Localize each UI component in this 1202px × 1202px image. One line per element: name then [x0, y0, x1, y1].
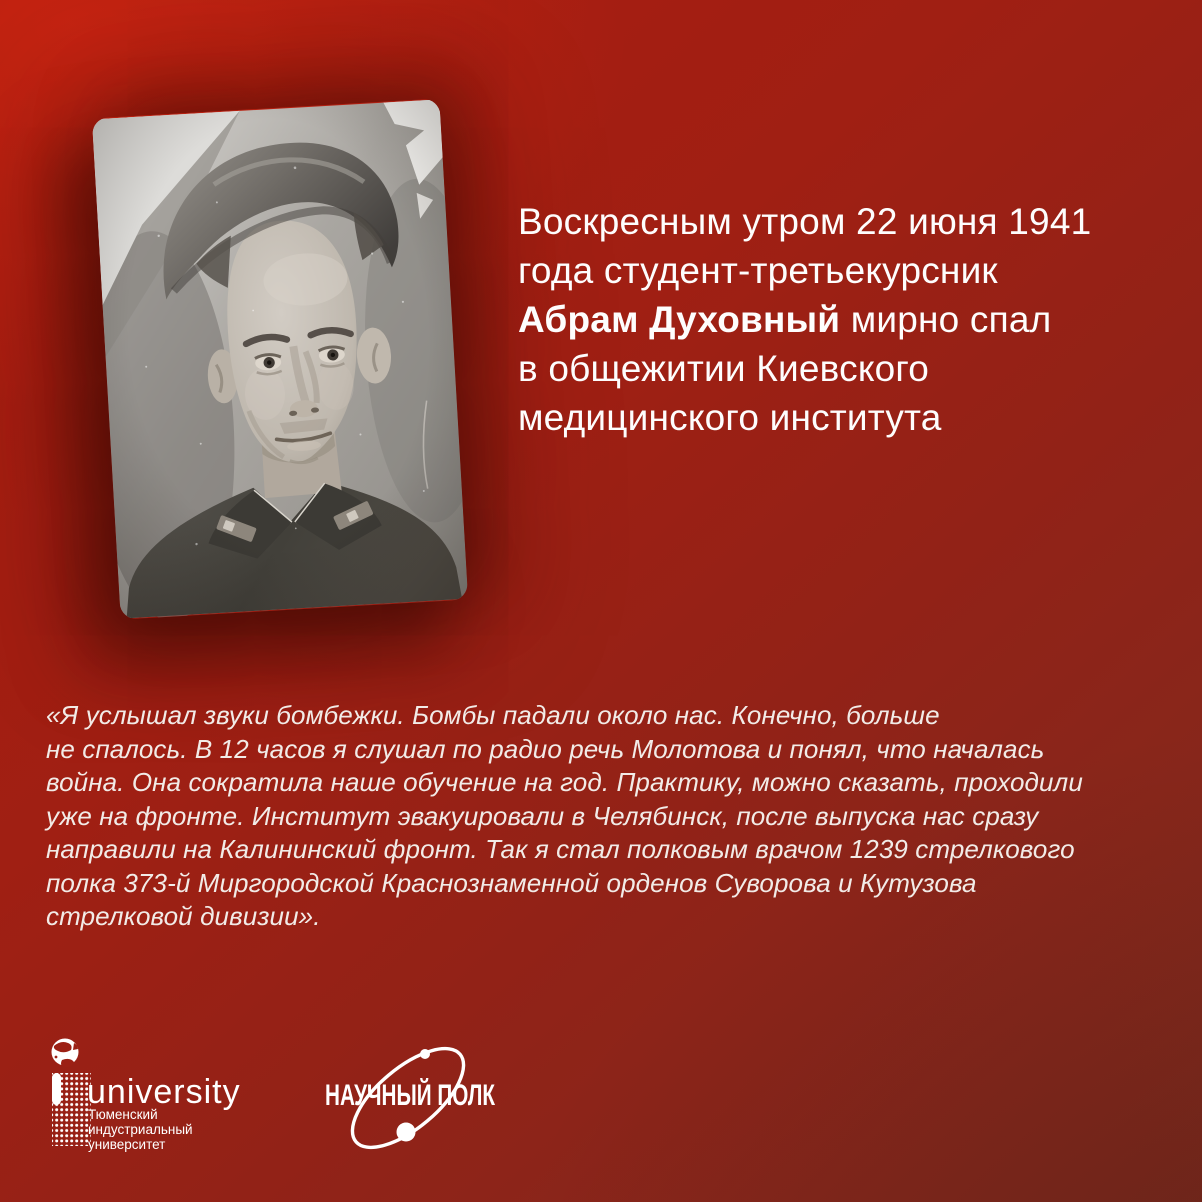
university-subtitle-line: Тюменский	[88, 1107, 158, 1122]
university-logo	[40, 1030, 270, 1170]
headline	[518, 197, 1158, 442]
university-subtitle-line: университет	[88, 1137, 166, 1152]
university-logo-graphic	[40, 1030, 270, 1170]
headline-line: года студент-третьекурсник	[518, 250, 998, 291]
quote-line: уже на фронте. Институт эвакуировали в Челябинск, после выпуска нас сразу	[46, 800, 1039, 831]
science-regiment-logo	[320, 1030, 572, 1190]
dotted-column-graphic	[52, 1073, 91, 1146]
quote-line: «Я услышал звуки бомбежки. Бомбы падали около нас. Конечно, больше	[46, 700, 940, 730]
portrait-photo	[92, 98, 468, 619]
quote-line: война. Она сократила наше обучение на год. Практику, можно сказать, проходили	[46, 767, 1083, 797]
veteran-name: Абрам Духовный	[518, 299, 841, 340]
quote-line: направили на Калининский фронт. Так я стал полковым врачом 1239 стрелкового	[46, 834, 1075, 864]
globe-icon	[52, 1039, 79, 1068]
quote-paragraph	[46, 699, 1166, 934]
university-wordmark: university	[87, 1073, 241, 1111]
headline-line	[518, 295, 1158, 344]
university-subtitle-line: индустриальный	[88, 1122, 193, 1137]
science-regiment-label: НАУЧНЫЙ ПОЛК	[325, 1079, 572, 1112]
headline-line: в общежитии Киевского	[518, 348, 930, 389]
quote-line: полка 373-й Миргородской Краснознаменной орденов Суворова и Кутузова	[46, 867, 977, 898]
quote-line: не спалось. В 12 часов я слушал по радио речь Молотова и понял, что началась	[46, 733, 1045, 764]
headline-line: Воскресным утром 22 июня 1941	[518, 201, 1092, 242]
quote-line: стрелковой дивизии».	[46, 901, 321, 931]
soldier-portrait-image	[92, 98, 468, 619]
science-regiment-logo-graphic	[320, 1030, 572, 1190]
headline-line-rest: мирно спал	[840, 299, 1052, 340]
headline-line: медицинского института	[518, 397, 942, 438]
